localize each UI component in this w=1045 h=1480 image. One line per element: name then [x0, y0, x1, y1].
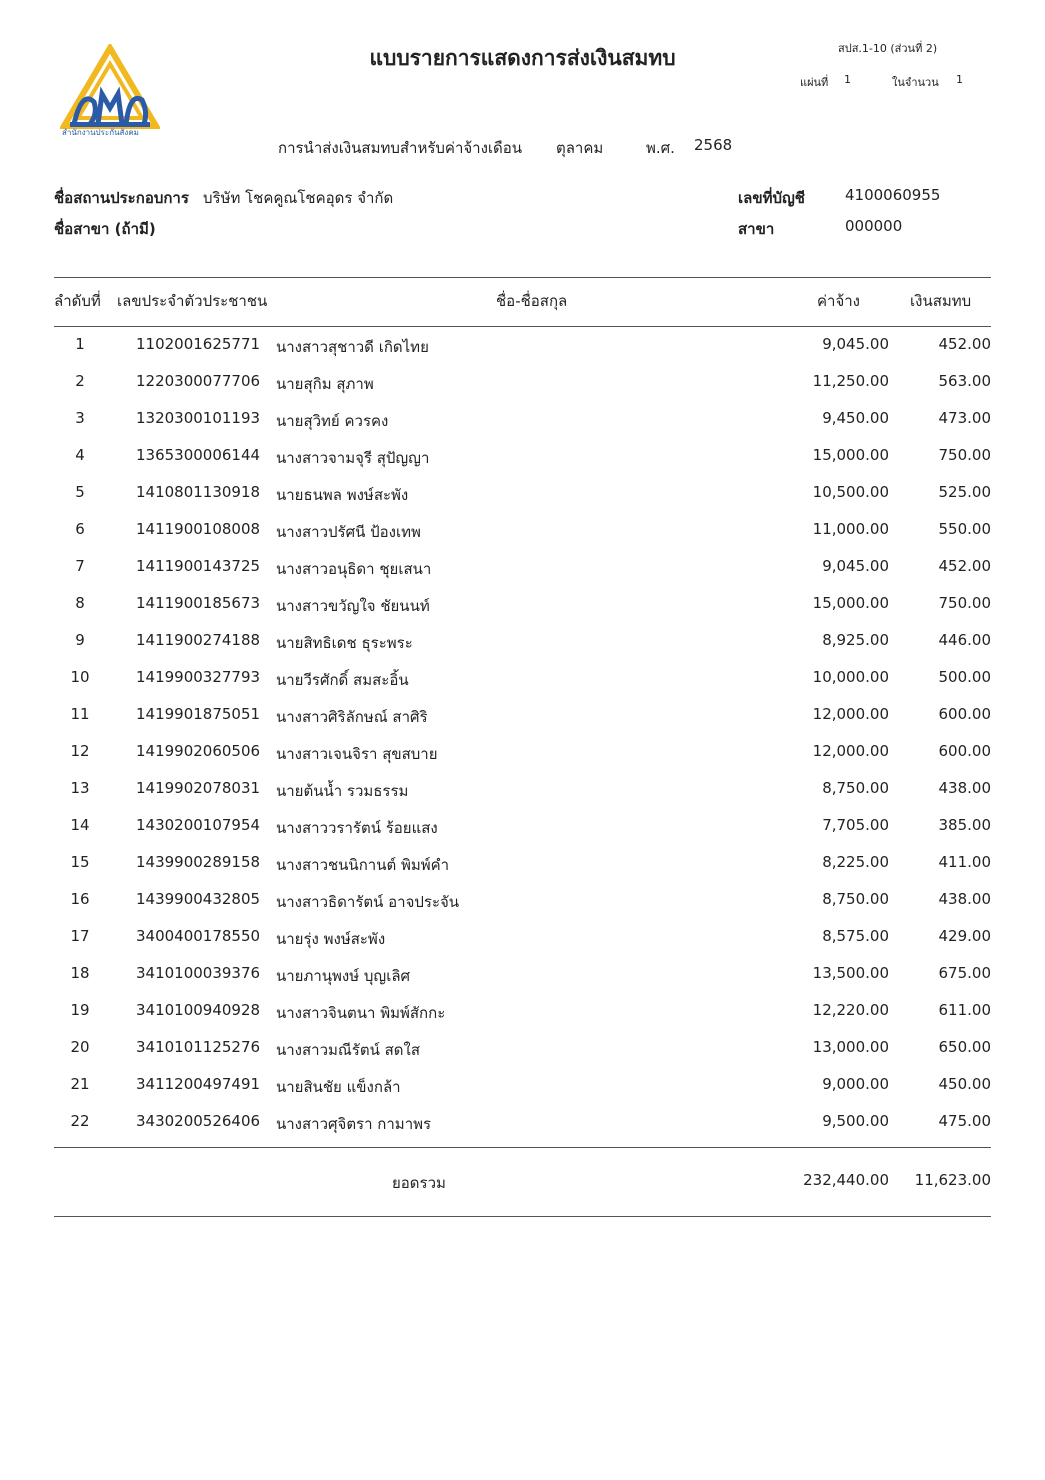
row-wage: 7,705.00: [822, 816, 889, 834]
row-full-name: นายภานุพงษ์ บุญเลิศ: [276, 967, 411, 985]
table-row: [54, 734, 991, 771]
period-month: ตุลาคม: [556, 139, 604, 157]
row-wage: 9,450.00: [822, 409, 889, 427]
header-id: เลขประจำตัวประชาชน: [117, 292, 268, 310]
row-contribution: 446.00: [938, 631, 991, 649]
row-citizen-id: 3410100039376: [136, 964, 261, 982]
row-number: 1: [75, 335, 85, 353]
table-row: [54, 623, 991, 660]
row-full-name: นางสาวสุชาวดี เกิดไทย: [276, 338, 429, 356]
row-contribution: 429.00: [938, 927, 991, 945]
row-citizen-id: 1320300101193: [136, 409, 261, 427]
total-wage: 232,440.00: [803, 1171, 889, 1189]
row-contribution: 550.00: [938, 520, 991, 538]
branch-code: 000000: [845, 217, 903, 235]
row-full-name: นางสาวมณีรัตน์ สดใส: [276, 1041, 421, 1059]
row-wage: 10,500.00: [812, 483, 889, 501]
row-number: 4: [75, 446, 85, 464]
table-row: [54, 771, 991, 808]
header-contribution: เงินสมทบ: [910, 292, 972, 310]
row-number: 16: [70, 890, 90, 908]
row-contribution: 750.00: [938, 446, 991, 464]
row-contribution: 385.00: [938, 816, 991, 834]
row-contribution: 452.00: [938, 557, 991, 575]
row-wage: 8,750.00: [822, 890, 889, 908]
row-contribution: 473.00: [938, 409, 991, 427]
account-number-label: เลขที่บัญชี: [738, 189, 805, 207]
row-contribution: 452.00: [938, 335, 991, 353]
row-contribution: 450.00: [938, 1075, 991, 1093]
row-number: 20: [70, 1038, 90, 1056]
row-citizen-id: 1410801130918: [136, 483, 261, 501]
row-full-name: นายสินชัย แข็งกล้า: [276, 1078, 401, 1096]
row-citizen-id: 1419902078031: [136, 779, 261, 797]
row-full-name: นางสาวจินตนา พิมพ์สักกะ: [276, 1004, 446, 1022]
row-full-name: นายสุวิทย์ ควรคง: [276, 412, 389, 430]
row-full-name: นายสิทธิเดช ธุระพระ: [276, 634, 413, 652]
row-full-name: นายรุ่ง พงษ์สะพัง: [276, 930, 386, 948]
row-contribution: 611.00: [938, 1001, 991, 1019]
row-number: 18: [70, 964, 90, 982]
row-full-name: นายธนพล พงษ์สะพัง: [276, 486, 409, 504]
row-number: 22: [70, 1112, 90, 1130]
row-full-name: นายวีรศักดิ์ สมสะอิ้น: [276, 671, 409, 689]
period-label: การนำส่งเงินสมทบสำหรับค่าจ้างเดือน: [278, 139, 523, 157]
row-citizen-id: 1411900108008: [136, 520, 261, 538]
table-row: [54, 1104, 991, 1141]
row-wage: 8,925.00: [822, 631, 889, 649]
row-wage: 8,225.00: [822, 853, 889, 871]
branch-name-label: ชื่อสาขา (ถ้ามี): [54, 220, 156, 238]
table-row: [54, 845, 991, 882]
row-full-name: นางสาวเจนจิรา สุขสบาย: [276, 745, 438, 763]
row-citizen-id: 1102001625771: [136, 335, 261, 353]
row-citizen-id: 1411900274188: [136, 631, 261, 649]
row-citizen-id: 3410100940928: [136, 1001, 261, 1019]
row-contribution: 500.00: [938, 668, 991, 686]
table-row: [54, 1030, 991, 1067]
row-contribution: 600.00: [938, 742, 991, 760]
row-contribution: 600.00: [938, 705, 991, 723]
sheet-total-label: ในจำนวน: [892, 76, 939, 89]
row-wage: 9,000.00: [822, 1075, 889, 1093]
row-number: 8: [75, 594, 85, 612]
total-bottom-rule: [54, 1216, 991, 1217]
header-name: ชื่อ-ชื่อสกุล: [496, 292, 568, 310]
row-citizen-id: 3430200526406: [136, 1112, 261, 1130]
sheet-label: แผ่นที่: [800, 76, 829, 89]
row-number: 3: [75, 409, 85, 427]
row-full-name: นางสาวชนนิกานต์ พิมพ์คำ: [276, 856, 450, 874]
row-citizen-id: 3400400178550: [136, 927, 261, 945]
row-full-name: นางสาววรารัตน์ ร้อยแสง: [276, 819, 438, 837]
table-row: [54, 549, 991, 586]
row-wage: 12,220.00: [812, 1001, 889, 1019]
table-row: [54, 364, 991, 401]
row-wage: 11,000.00: [812, 520, 889, 538]
total-label: ยอดรวม: [392, 1174, 446, 1192]
row-citizen-id: 1411900185673: [136, 594, 261, 612]
row-contribution: 525.00: [938, 483, 991, 501]
row-wage: 9,045.00: [822, 335, 889, 353]
employer-name: บริษัท โชคคูณโชคอุดร จำกัด: [203, 189, 394, 207]
document-title: แบบรายการแสดงการส่งเงินสมทบ: [369, 46, 676, 70]
row-number: 19: [70, 1001, 90, 1019]
row-wage: 15,000.00: [812, 446, 889, 464]
row-wage: 8,750.00: [822, 779, 889, 797]
row-citizen-id: 1411900143725: [136, 557, 261, 575]
row-wage: 13,000.00: [812, 1038, 889, 1056]
row-number: 7: [75, 557, 85, 575]
row-number: 10: [70, 668, 90, 686]
row-wage: 9,500.00: [822, 1112, 889, 1130]
row-full-name: นางสาวศิริลักษณ์ สาศิริ: [276, 708, 428, 726]
table-bottom-rule: [54, 1147, 991, 1148]
row-citizen-id: 3411200497491: [136, 1075, 261, 1093]
row-contribution: 438.00: [938, 779, 991, 797]
row-contribution: 750.00: [938, 594, 991, 612]
table-row: [54, 475, 991, 512]
row-wage: 11,250.00: [812, 372, 889, 390]
table-row: [54, 327, 991, 364]
row-number: 5: [75, 483, 85, 501]
row-citizen-id: 1439900432805: [136, 890, 261, 908]
row-citizen-id: 1419902060506: [136, 742, 261, 760]
row-contribution: 411.00: [938, 853, 991, 871]
table-row: [54, 401, 991, 438]
year-label: พ.ศ.: [646, 139, 675, 157]
row-number: 9: [75, 631, 85, 649]
row-citizen-id: 1419900327793: [136, 668, 261, 686]
table-row: [54, 993, 991, 1030]
row-contribution: 475.00: [938, 1112, 991, 1130]
row-full-name: นางสาวจามจุรี สุปัญญา: [276, 449, 430, 467]
row-number: 13: [70, 779, 90, 797]
table-row: [54, 438, 991, 475]
row-wage: 12,000.00: [812, 742, 889, 760]
table-row: [54, 919, 991, 956]
row-wage: 15,000.00: [812, 594, 889, 612]
logo-caption: สำนักงานประกันสังคม: [62, 128, 139, 137]
row-wage: 9,045.00: [822, 557, 889, 575]
row-wage: 13,500.00: [812, 964, 889, 982]
row-contribution: 563.00: [938, 372, 991, 390]
table-row: [54, 882, 991, 919]
row-full-name: นางสาวธิดารัตน์ อาจประจัน: [276, 893, 460, 911]
table-row: [54, 956, 991, 993]
row-wage: 12,000.00: [812, 705, 889, 723]
row-number: 12: [70, 742, 90, 760]
header-wage: ค่าจ้าง: [817, 292, 860, 310]
table-row: [54, 697, 991, 734]
row-wage: 8,575.00: [822, 927, 889, 945]
header-no: ลำดับที่: [54, 292, 101, 310]
table-row: [54, 660, 991, 697]
table-row: [54, 1067, 991, 1104]
row-citizen-id: 1419901875051: [136, 705, 261, 723]
row-number: 21: [70, 1075, 90, 1093]
row-full-name: นางสาวอนุธิดา ชุยเสนา: [276, 560, 432, 578]
row-citizen-id: 3410101125276: [136, 1038, 261, 1056]
period-year: 2568: [694, 136, 733, 154]
row-number: 2: [75, 372, 85, 390]
row-full-name: นางสาวปรัศนี ป้องเทพ: [276, 523, 421, 541]
row-contribution: 438.00: [938, 890, 991, 908]
form-code: สปส.1-10 (ส่วนที่ 2): [838, 42, 938, 55]
row-citizen-id: 1220300077706: [136, 372, 261, 390]
row-citizen-id: 1430200107954: [136, 816, 261, 834]
table-row: [54, 512, 991, 549]
employer-name-label: ชื่อสถานประกอบการ: [54, 189, 189, 207]
row-citizen-id: 1365300006144: [136, 446, 261, 464]
row-full-name: นางสาวขวัญใจ ชัยนนท์: [276, 597, 430, 615]
row-citizen-id: 1439900289158: [136, 853, 261, 871]
table-row: [54, 586, 991, 623]
row-wage: 10,000.00: [812, 668, 889, 686]
row-number: 11: [70, 705, 90, 723]
total-contribution: 11,623.00: [914, 1171, 991, 1189]
row-full-name: นายต้นน้ำ รวมธรรม: [276, 782, 409, 800]
sheet-total: 1: [956, 73, 963, 86]
table-top-rule: [54, 277, 991, 278]
row-contribution: 650.00: [938, 1038, 991, 1056]
row-number: 6: [75, 520, 85, 538]
row-contribution: 675.00: [938, 964, 991, 982]
account-number: 4100060955: [845, 186, 941, 204]
branch-code-label: สาขา: [738, 220, 775, 238]
sheet-number: 1: [844, 73, 851, 86]
row-number: 14: [70, 816, 90, 834]
table-row: [54, 808, 991, 845]
row-full-name: นางสาวศุจิตรา กามาพร: [276, 1115, 432, 1133]
row-number: 17: [70, 927, 90, 945]
row-full-name: นายสุกิม สุภาพ: [276, 375, 374, 393]
row-number: 15: [70, 853, 90, 871]
